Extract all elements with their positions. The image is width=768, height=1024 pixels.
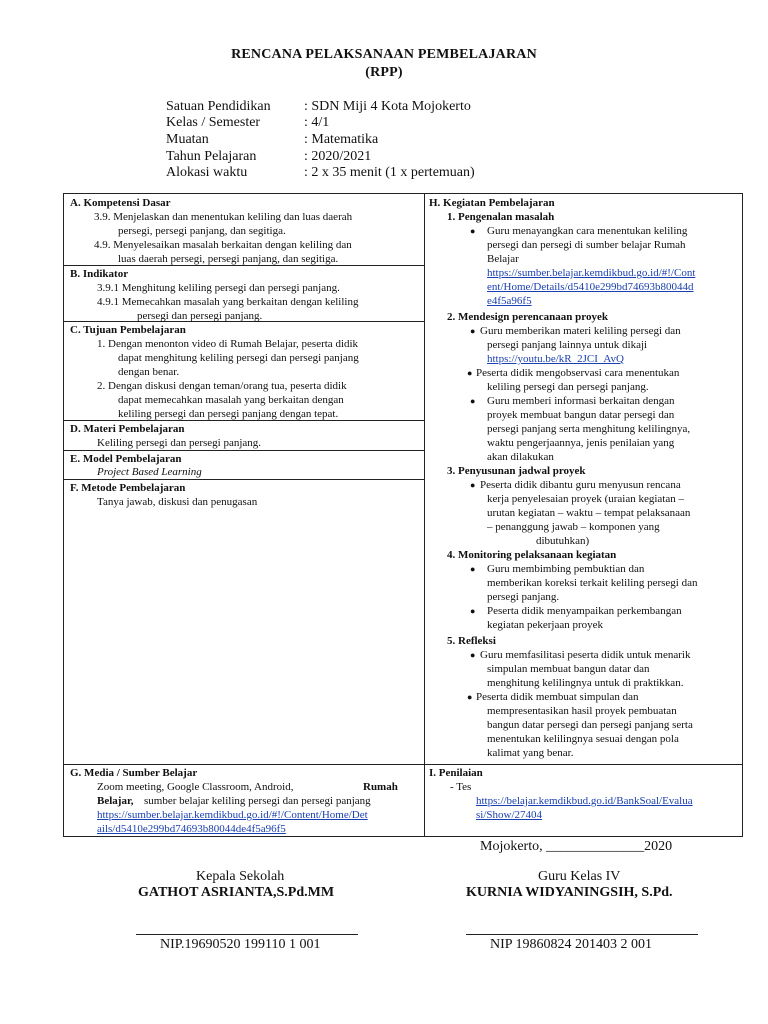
media-link-line-1[interactable]: https://sumber.belajar.kemdikbud.go.id/#!/Content/Home/Det xyxy=(97,809,368,821)
bullet-icon: ● xyxy=(470,226,476,236)
table-divider-f xyxy=(63,479,424,480)
step-1-heading: 1. Pengenalan masalah xyxy=(447,211,555,223)
kd-4-9-cont: luas daerah persegi, persegi panjang, dan segitiga. xyxy=(118,253,339,265)
step-3-text-1: Peserta didik dibantu guru menyusun rencana xyxy=(480,479,681,491)
place-date: Mojokerto, ______________2020 xyxy=(480,839,673,854)
section-f-heading: F. Metode Pembelajaran xyxy=(70,482,186,494)
indicator-3-9-1: 3.9.1 Menghitung keliling persegi dan persegi panjang. xyxy=(97,282,340,294)
step-5-heading: 5. Refleksi xyxy=(447,635,496,647)
section-a-heading: A. Kompetensi Dasar xyxy=(70,197,171,209)
step-1-text-1: Guru menayangkan cara menentukan keliling xyxy=(487,225,688,237)
identity-value-time: : 2 x 35 menit (1 x pertemuan) xyxy=(304,165,475,180)
step-2-text-6: Guru memberi informasi berkaitan dengan xyxy=(487,395,675,407)
step-2-text-9: waktu pengerjaannya, jenis penilaian yang xyxy=(487,437,675,449)
step-3-text-5: dibutuhkan) xyxy=(536,535,590,547)
step-5-text-4: Peserta didik membuat simpulan dan xyxy=(476,691,639,703)
step-1-link-3[interactable]: e4f5a96f5 xyxy=(487,295,532,307)
step-2-text-4: Peserta didik mengobservasi cara menentukan xyxy=(476,367,680,379)
method-text: Tanya jawab, diskusi dan penugasan xyxy=(97,496,258,508)
indicator-4-9-1: 4.9.1 Memecahkan masalah yang berkaitan dengan keliling xyxy=(97,296,359,308)
teacher-role: Guru Kelas IV xyxy=(538,869,621,884)
media-link-line-2[interactable]: ails/d5410e299bd74693b80044de4f5a96f5 xyxy=(97,823,286,835)
media-line-1: Zoom meeting, Google Classroom, Android, xyxy=(97,781,294,793)
step-1-text-3: Belajar xyxy=(487,253,519,265)
bullet-icon: ● xyxy=(470,396,476,406)
step-2-link[interactable]: https://youtu.be/kR_2JCI_AvQ xyxy=(487,353,624,365)
step-4-text-5: kegiatan pekerjaan proyek xyxy=(487,619,604,631)
step-5-text-3: menghitung kelilingnya untuk di praktikkan. xyxy=(487,677,684,689)
goal-1-cont2: dengan benar. xyxy=(118,366,180,378)
bullet-icon: ● xyxy=(470,650,476,660)
identity-value-subject: : Matematika xyxy=(304,132,379,147)
document-subtitle: (RPP) xyxy=(365,65,403,80)
goal-2-cont2: keliling persegi dan persegi panjang dengan tepat. xyxy=(118,408,339,420)
step-4-heading: 4. Monitoring pelaksanaan kegiatan xyxy=(447,549,617,561)
teacher-nip: NIP 19860824 201403 2 001 xyxy=(490,937,653,952)
principal-nip: NIP.19690520 199110 1 001 xyxy=(160,937,321,952)
step-1-link-2[interactable]: ent/Home/Details/d5410e299bd74693b80044d xyxy=(487,281,694,293)
step-3-text-2: kerja penyelesaian proyek (uraian kegiatan – xyxy=(487,493,684,505)
step-3-heading: 3. Penyusunan jadwal proyek xyxy=(447,465,586,477)
step-4-text-1: Guru membimbing pembuktian dan xyxy=(487,563,645,575)
identity-value-year: : 2020/2021 xyxy=(304,149,372,164)
kd-3-9-cont: persegi, persegi panjang, dan segitiga. xyxy=(118,225,286,237)
section-c-heading: C. Tujuan Pembelajaran xyxy=(70,324,186,336)
section-d-heading: D. Materi Pembelajaran xyxy=(70,423,185,435)
identity-label-subject: Muatan xyxy=(166,132,209,147)
bullet-icon: ● xyxy=(470,326,476,336)
identity-label-year: Tahun Pelajaran xyxy=(166,149,257,164)
media-rumah: Rumah xyxy=(363,781,398,793)
step-2-text-2: persegi panjang lainnya untuk dikaji xyxy=(487,339,648,351)
identity-value-class: : 4/1 xyxy=(304,115,330,130)
step-2-text-5: keliling persegi dan persegi panjang. xyxy=(487,381,649,393)
principal-role: Kepala Sekolah xyxy=(196,869,285,884)
identity-label-time: Alokasi waktu xyxy=(166,165,248,180)
step-4-text-4: Peserta didik menyampaikan perkembangan xyxy=(487,605,682,617)
step-5-text-6: bangun datar persegi dan persegi panjang serta xyxy=(487,719,693,731)
step-1-link-1[interactable]: https://sumber.belajar.kemdikbud.go.id/#!/Cont xyxy=(487,267,696,279)
model-text: Project Based Learning xyxy=(97,466,202,478)
goal-1: 1. Dengan menonton video di Rumah Belajar, peserta didik xyxy=(97,338,359,350)
principal-name: GATHOT ASRIANTA,S.Pd.MM xyxy=(138,885,335,900)
section-i-heading: I. Penilaian xyxy=(429,767,483,779)
table-divider-g xyxy=(63,764,743,765)
step-5-text-8: kalimat yang benar. xyxy=(487,747,574,759)
identity-label-class: Kelas / Semester xyxy=(166,115,261,130)
media-line-2: sumber belajar keliling persegi dan persegi panjang xyxy=(144,795,371,807)
kd-3-9: 3.9. Menjelaskan dan menentukan keliling dan luas daerah xyxy=(94,211,353,223)
section-g-heading: G. Media / Sumber Belajar xyxy=(70,767,198,779)
media-belajar: Belajar, xyxy=(97,795,134,807)
step-2-text-1: Guru memberikan materi keliling persegi dan xyxy=(480,325,681,337)
identity-value-school: : SDN Miji 4 Kota Mojokerto xyxy=(304,99,471,114)
assessment-link-2[interactable]: si/Show/27404 xyxy=(476,809,543,821)
table-divider-e xyxy=(63,450,424,451)
bullet-icon: ● xyxy=(470,564,476,574)
document-title: RENCANA PELAKSANAAN PEMBELAJARAN xyxy=(231,47,537,62)
assessment-link-1[interactable]: https://belajar.kemdikbud.go.id/BankSoal/Evalua xyxy=(476,795,693,807)
step-2-text-10: akan dilakukan xyxy=(487,451,554,463)
principal-signature-line xyxy=(136,934,358,935)
table-column-divider xyxy=(424,193,425,837)
teacher-name: KURNIA WIDYANINGSIH, S.Pd. xyxy=(466,885,673,900)
step-5-text-1: Guru memfasilitasi peserta didik untuk menarik xyxy=(480,649,691,661)
indicator-4-9-1-cont: persegi dan persegi panjang. xyxy=(137,310,263,322)
bullet-icon: ● xyxy=(470,480,476,490)
bullet-icon: ● xyxy=(467,692,473,702)
step-4-text-3: persegi panjang. xyxy=(487,591,560,603)
material-text: Keliling persegi dan persegi panjang. xyxy=(97,437,262,449)
assessment-test: - Tes xyxy=(450,781,472,793)
step-3-text-4: – penanggung jawab – komponen yang xyxy=(487,521,660,533)
teacher-signature-line xyxy=(466,934,698,935)
goal-2: 2. Dengan diskusi dengan teman/orang tua, peserta didik xyxy=(97,380,347,392)
bullet-icon: ● xyxy=(470,606,476,616)
step-5-text-2: simpulan membuat bangun datar dan xyxy=(487,663,650,675)
step-2-text-8: persegi panjang serta menghitung kelilingnya, xyxy=(487,423,691,435)
step-2-heading: 2. Mendesign perencanaan proyek xyxy=(447,311,608,323)
step-3-text-3: urutan kegiatan – waktu – tempat pelaksanaan xyxy=(487,507,691,519)
identity-label-school: Satuan Pendidikan xyxy=(166,99,271,114)
section-b-heading: B. Indikator xyxy=(70,268,129,280)
goal-2-cont: dapat memecahkan masalah yang berkaitan dengan xyxy=(118,394,344,406)
section-h-heading: H. Kegiatan Pembelajaran xyxy=(429,197,555,209)
kd-4-9: 4.9. Menyelesaikan masalah berkaitan dengan keliling dan xyxy=(94,239,352,251)
step-2-text-7: proyek membuat bangun datar persegi dan xyxy=(487,409,675,421)
step-5-text-7: menentukan kelilingnya sesuai dengan pola xyxy=(487,733,679,745)
step-1-text-2: persegi dan persegi di sumber belajar Rumah xyxy=(487,239,686,251)
step-4-text-2: memberikan koreksi terkait keliling persegi dan xyxy=(487,577,698,589)
goal-1-cont: dapat menghitung keliling persegi dan persegi panjang xyxy=(118,352,359,364)
section-e-heading: E. Model Pembelajaran xyxy=(70,453,182,465)
step-5-text-5: mempresentasikan hasil proyek pembuatan xyxy=(487,705,677,717)
bullet-icon: ● xyxy=(467,368,473,378)
